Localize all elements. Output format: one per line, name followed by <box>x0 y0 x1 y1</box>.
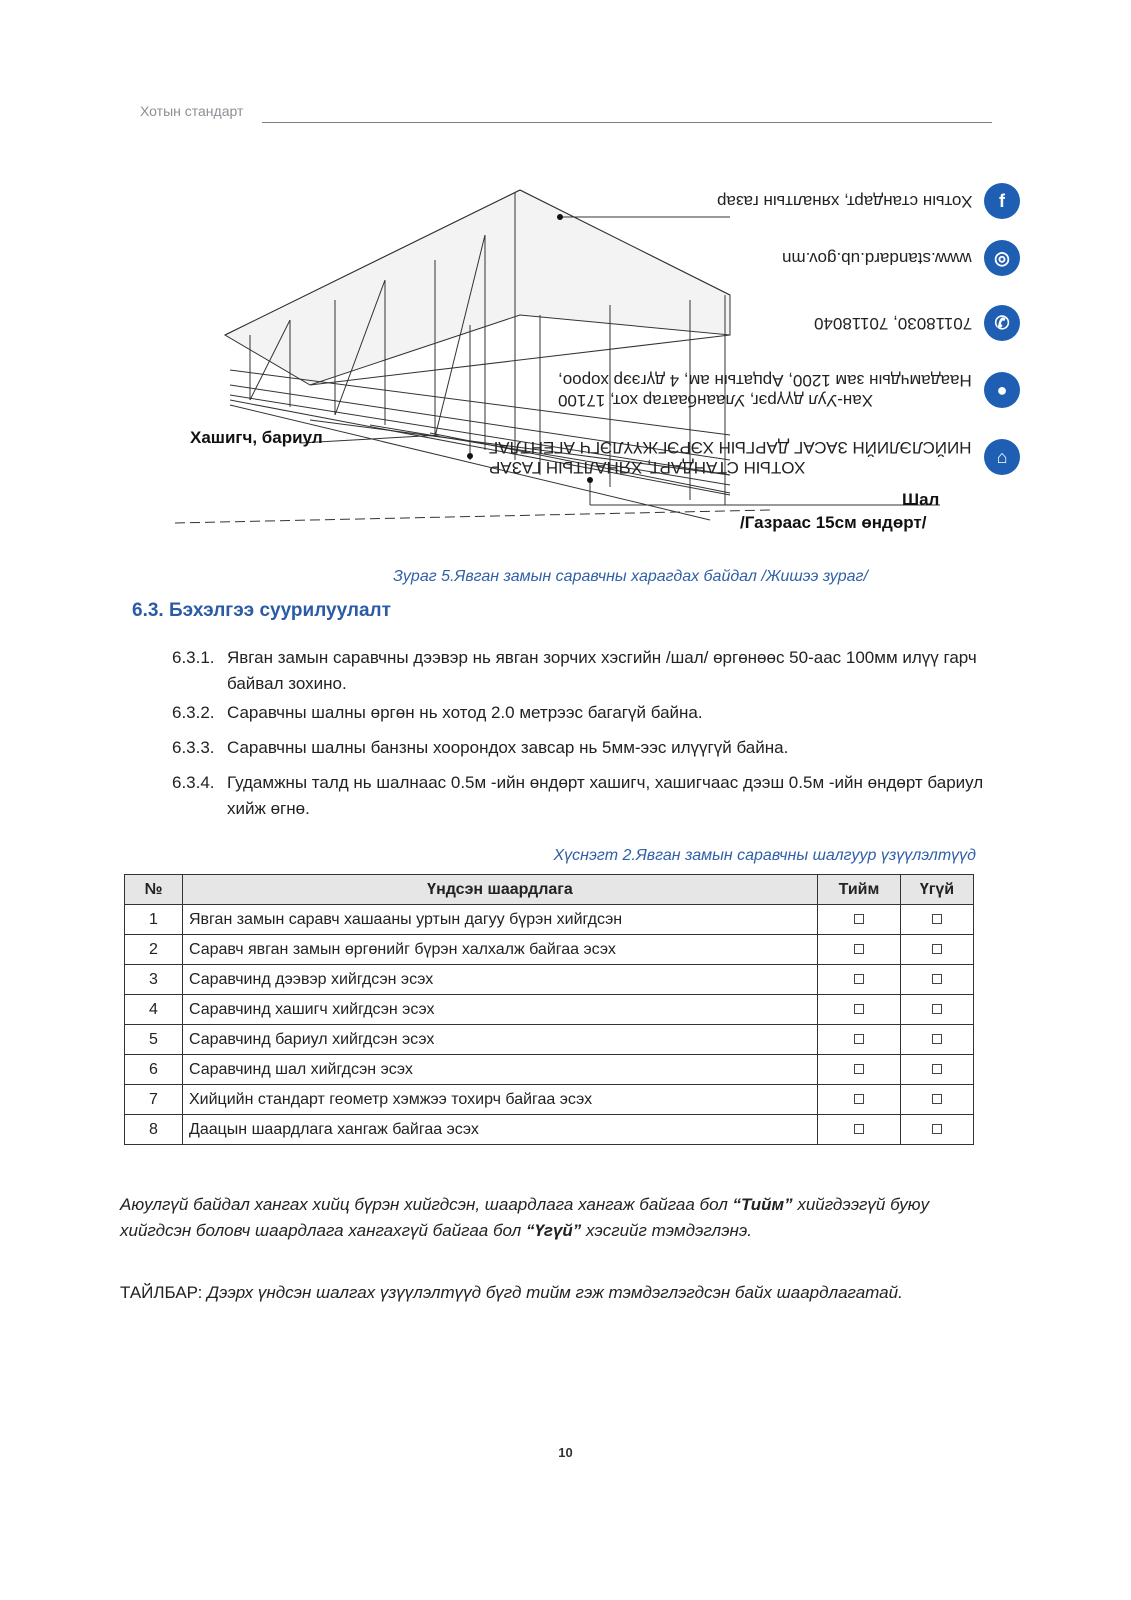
page-number: 10 <box>558 1445 573 1460</box>
contact-org-line2: ХОТЫН СТАНДАРТ, ХЯНАЛТЫН ГАЗАР <box>489 458 806 477</box>
facebook-icon: f <box>984 183 1020 219</box>
item-number: 6.3.3. <box>172 738 215 757</box>
no-checkbox[interactable] <box>932 944 942 954</box>
item-number: 6.3.4. <box>172 773 215 792</box>
item-text: Гудамжны талд нь шалнаас 0.5м -ийн өндөрт хашигч, хашигчаас дээш 0.5м -ийн өндөрт бариул хийж өгнө. <box>227 773 984 818</box>
floor-height-label: /Газраас 15см өндөрт/ <box>740 513 927 532</box>
no-checkbox[interactable] <box>932 974 942 984</box>
contact-facebook-text: Хотын стандарт, хяналтын газар <box>716 192 972 211</box>
yes-checkbox[interactable] <box>854 1094 864 1104</box>
contact-web <box>782 240 1020 276</box>
remark-text: Дээрх үндсэн шалгах үзүүлэлтүүд бүгд тийм гэж тэмдэглэгдсэн байх шаардлагатай. <box>202 1283 903 1302</box>
row-requirement: Саравчинд бариул хийгдсэн эсэх <box>183 1025 818 1055</box>
figure-caption: Зураг 5.Явган замын саравчны харагдах байдал /Жишээ зураг/ <box>393 568 868 585</box>
contact-phone-text: 70118030, 70118040 <box>813 314 972 333</box>
contact-org-line1: НИЙСЛЭЛИЙН ЗАСАГ ДАРГЫН ХЭРЭГЖҮҮЛЭГЧ АГЕНТЛАГ <box>489 438 972 457</box>
globe-icon: ◎ <box>984 240 1020 276</box>
no-keyword: “Үгүй” <box>525 1221 582 1240</box>
requirements-table <box>124 874 974 1145</box>
no-checkbox[interactable] <box>932 1064 942 1074</box>
table-row <box>125 905 974 935</box>
list-item <box>172 645 987 697</box>
header-number: № <box>125 875 183 905</box>
contact-facebook <box>717 183 1020 219</box>
note-text: хэсгийг тэмдэглэнэ. <box>581 1221 752 1240</box>
row-requirement: Явган замын саравч хашааны уртын дагуу бүрэн хийгдсэн <box>183 905 818 935</box>
row-requirement: Саравч явган замын өргөнийг бүрэн халхалж байгаа эсэх <box>183 935 818 965</box>
header-title: Хотын стандарт <box>140 103 244 119</box>
item-number: 6.3.1. <box>172 648 215 667</box>
row-number: 8 <box>125 1115 183 1145</box>
fence-label: Хашигч, бариул <box>190 428 323 447</box>
table-row <box>125 1085 974 1115</box>
table-row <box>125 965 974 995</box>
no-checkbox[interactable] <box>932 1094 942 1104</box>
row-requirement: Даацын шаардлага хангаж байгаа эсэх <box>183 1115 818 1145</box>
canopy-drawing <box>170 175 1010 550</box>
no-checkbox[interactable] <box>932 914 942 924</box>
list-item <box>172 735 987 761</box>
no-checkbox[interactable] <box>932 1034 942 1044</box>
list-item <box>172 700 987 726</box>
yes-checkbox[interactable] <box>854 1034 864 1044</box>
table-row <box>125 1025 974 1055</box>
building-icon: ⌂ <box>984 439 1020 475</box>
no-checkbox[interactable] <box>932 1004 942 1014</box>
yes-checkbox[interactable] <box>854 974 864 984</box>
contact-address-line2: Хан-Уул дүүрэг, Улаанбаатар хот, 17100 <box>558 391 874 410</box>
note-text: Аюулгүй байдал хангах хийц бүрэн хийгдсэн, шаардлага хангаж байгаа бол <box>120 1195 733 1214</box>
header-requirement: Үндсэн шаардлага <box>183 875 818 905</box>
yes-checkbox[interactable] <box>854 1004 864 1014</box>
yes-checkbox[interactable] <box>854 1064 864 1074</box>
remark-label: ТАЙЛБАР: <box>120 1283 203 1302</box>
yes-checkbox[interactable] <box>854 914 864 924</box>
table-row <box>125 995 974 1025</box>
location-icon: ● <box>984 372 1020 408</box>
item-number: 6.3.2. <box>172 703 215 722</box>
row-number: 7 <box>125 1085 183 1115</box>
contact-phone <box>814 305 1020 341</box>
row-requirement: Саравчинд дээвэр хийгдсэн эсэх <box>183 965 818 995</box>
table-row <box>125 1115 974 1145</box>
phone-icon: ✆ <box>984 305 1020 341</box>
yes-checkbox[interactable] <box>854 1124 864 1134</box>
row-requirement: Саравчинд шал хийгдсэн эсэх <box>183 1055 818 1085</box>
item-text: Саравчны шалны өргөн нь хотод 2.0 метрээс багагүй байна. <box>227 703 703 722</box>
table-header-row <box>125 875 974 905</box>
remark-paragraph <box>120 1280 975 1306</box>
row-number: 1 <box>125 905 183 935</box>
note-text: хийгдээгүй буюу хийгдсэн боловч шаардлага хангахгүй байгаа бол <box>120 1195 930 1240</box>
list-item <box>172 770 987 822</box>
table-row <box>125 1055 974 1085</box>
row-requirement: Хийцийн стандарт геометр хэмжээ тохирч байгаа эсэх <box>183 1085 818 1115</box>
section-title: 6.3. Бэхэлгээ суурилуулалт <box>132 600 391 621</box>
header-yes: Тийм <box>818 875 901 905</box>
row-requirement: Саравчинд хашигч хийгдсэн эсэх <box>183 995 818 1025</box>
row-number: 4 <box>125 995 183 1025</box>
table-caption: Хүснэгт 2.Явган замын саравчны шалгуур үзүүлэлтүүд <box>553 847 976 864</box>
header-no: Үгүй <box>901 875 974 905</box>
contact-web-text: www.standard.ub.gov.mn <box>782 249 972 268</box>
item-text: Явган замын саравчны дээвэр нь явган зорчих хэсгийн /шал/ өргөнөөс 50-аас 100мм илүү гарч байвал зохино. <box>227 648 977 693</box>
row-number: 3 <box>125 965 183 995</box>
item-text: Саравчны шалны банзны хоорондох завсар нь 5мм-ээс илүүгүй байна. <box>227 738 789 757</box>
instruction-paragraph <box>120 1192 975 1244</box>
canopy-figure <box>170 175 1010 550</box>
no-checkbox[interactable] <box>932 1124 942 1134</box>
yes-checkbox[interactable] <box>854 944 864 954</box>
row-number: 5 <box>125 1025 183 1055</box>
header-rule <box>262 122 992 123</box>
row-number: 2 <box>125 935 183 965</box>
table-row <box>125 935 974 965</box>
contact-address <box>558 370 1020 410</box>
row-number: 6 <box>125 1055 183 1085</box>
contact-address-line1: Наадамчдын зам 1200, Арцатын ам, 4 дүгээр хороо, <box>558 371 972 390</box>
floor-label: Шал <box>902 490 940 509</box>
contact-org <box>489 437 1020 477</box>
yes-keyword: “Тийм” <box>732 1195 793 1214</box>
